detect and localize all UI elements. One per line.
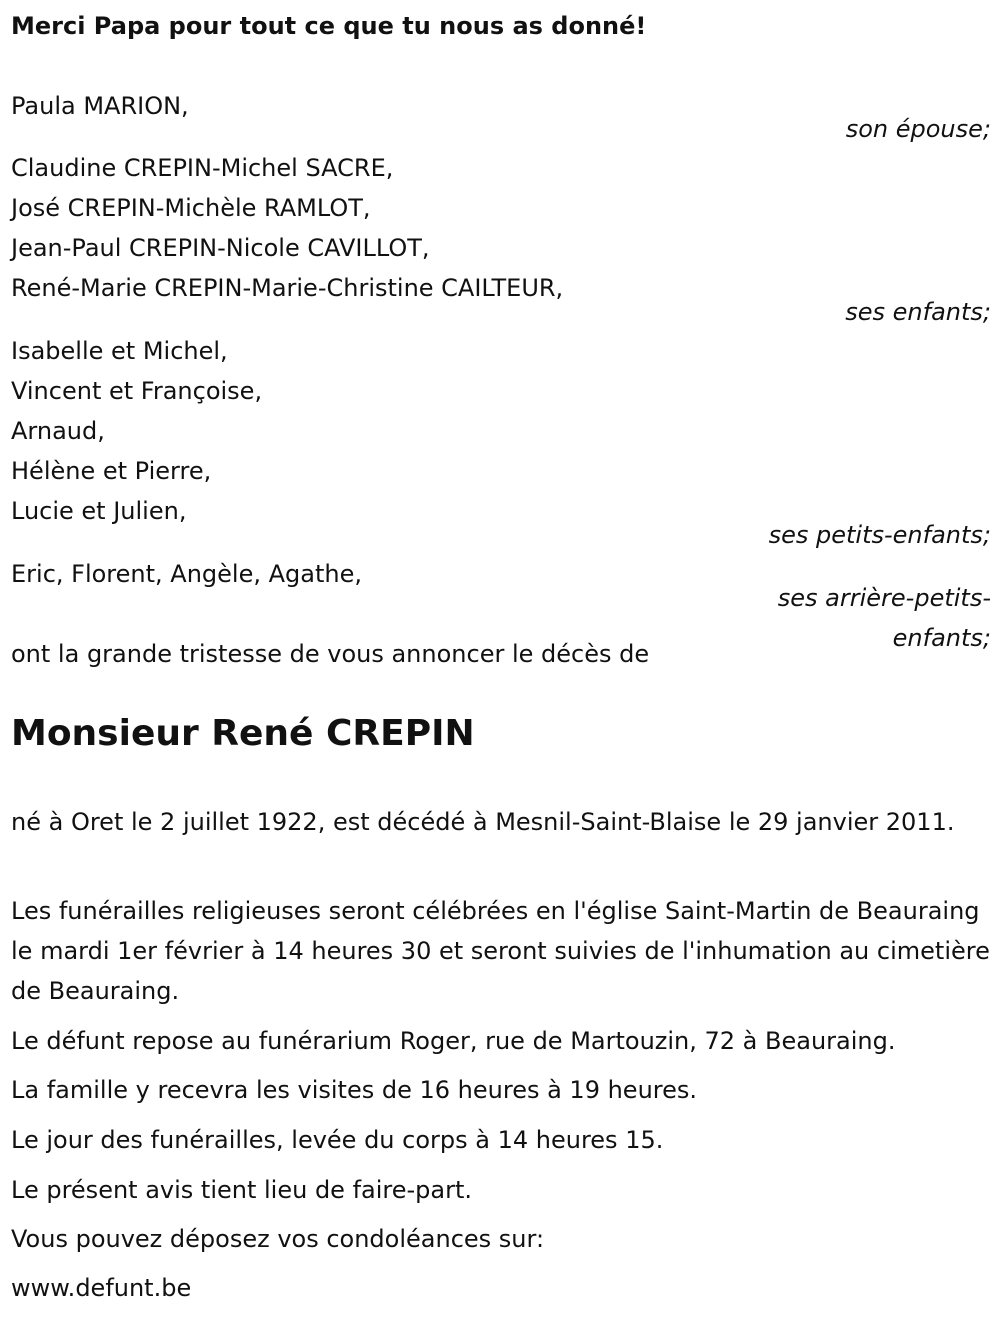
child-name: Claudine CREPIN-Michel SACRE, (11, 154, 394, 182)
funerarium-paragraph: Le défunt repose au funérarium Roger, rue de Martouzin, 72 à Beauraing. (11, 1027, 896, 1055)
grandchild-name: Hélène et Pierre, (11, 457, 212, 485)
great-grandchildren-role: ses arrière-petits-enfants; (777, 584, 991, 652)
grandchildren-role: ses petits-enfants; (768, 521, 991, 549)
great-grandchildren-names: Eric, Florent, Angèle, Agathe, (11, 560, 362, 588)
spouse-role: son épouse; (845, 115, 991, 143)
website-link: www.defunt.be (11, 1274, 192, 1302)
heading: Merci Papa pour tout ce que tu nous as donné! (11, 12, 647, 40)
birth-death-paragraph: né à Oret le 2 juillet 1922, est décédé à Mesnil-Saint-Blaise le 29 janvier 2011. (11, 808, 955, 836)
visits-paragraph: La famille y recevra les visites de 16 heures à 19 heures. (11, 1076, 698, 1104)
child-name: José CREPIN-Michèle RAMLOT, (11, 194, 371, 222)
child-name: René-Marie CREPIN-Marie-Christine CAILTEUR, (11, 274, 564, 302)
deceased-name: Monsieur René CREPIN (11, 713, 475, 754)
children-role: ses enfants; (845, 298, 991, 326)
grandchild-name: Lucie et Julien, (11, 497, 187, 525)
grandchild-name: Vincent et Françoise, (11, 377, 263, 405)
grandchild-name: Isabelle et Michel, (11, 337, 228, 365)
body-removal-paragraph: Le jour des funérailles, levée du corps à 14 heures 15. (11, 1126, 664, 1154)
spouse-name: Paula MARION, (11, 92, 189, 120)
funeral-paragraph: Les funérailles religieuses seront célébrées en l'église Saint-Martin de Beauraing le mardi 1er février à 14 heures 30 et seront suivies de l'inhumation au cimetière de Beauraing. (11, 897, 990, 1005)
child-name: Jean-Paul CREPIN-Nicole CAVILLOT, (11, 234, 430, 262)
grandchild-name: Arnaud, (11, 417, 105, 445)
announcement: ont la grande tristesse de vous annoncer le décès de (11, 640, 650, 668)
notice-paragraph: Le présent avis tient lieu de faire-part. (11, 1176, 473, 1204)
condolences-paragraph: Vous pouvez déposez vos condoléances sur: (11, 1225, 545, 1253)
